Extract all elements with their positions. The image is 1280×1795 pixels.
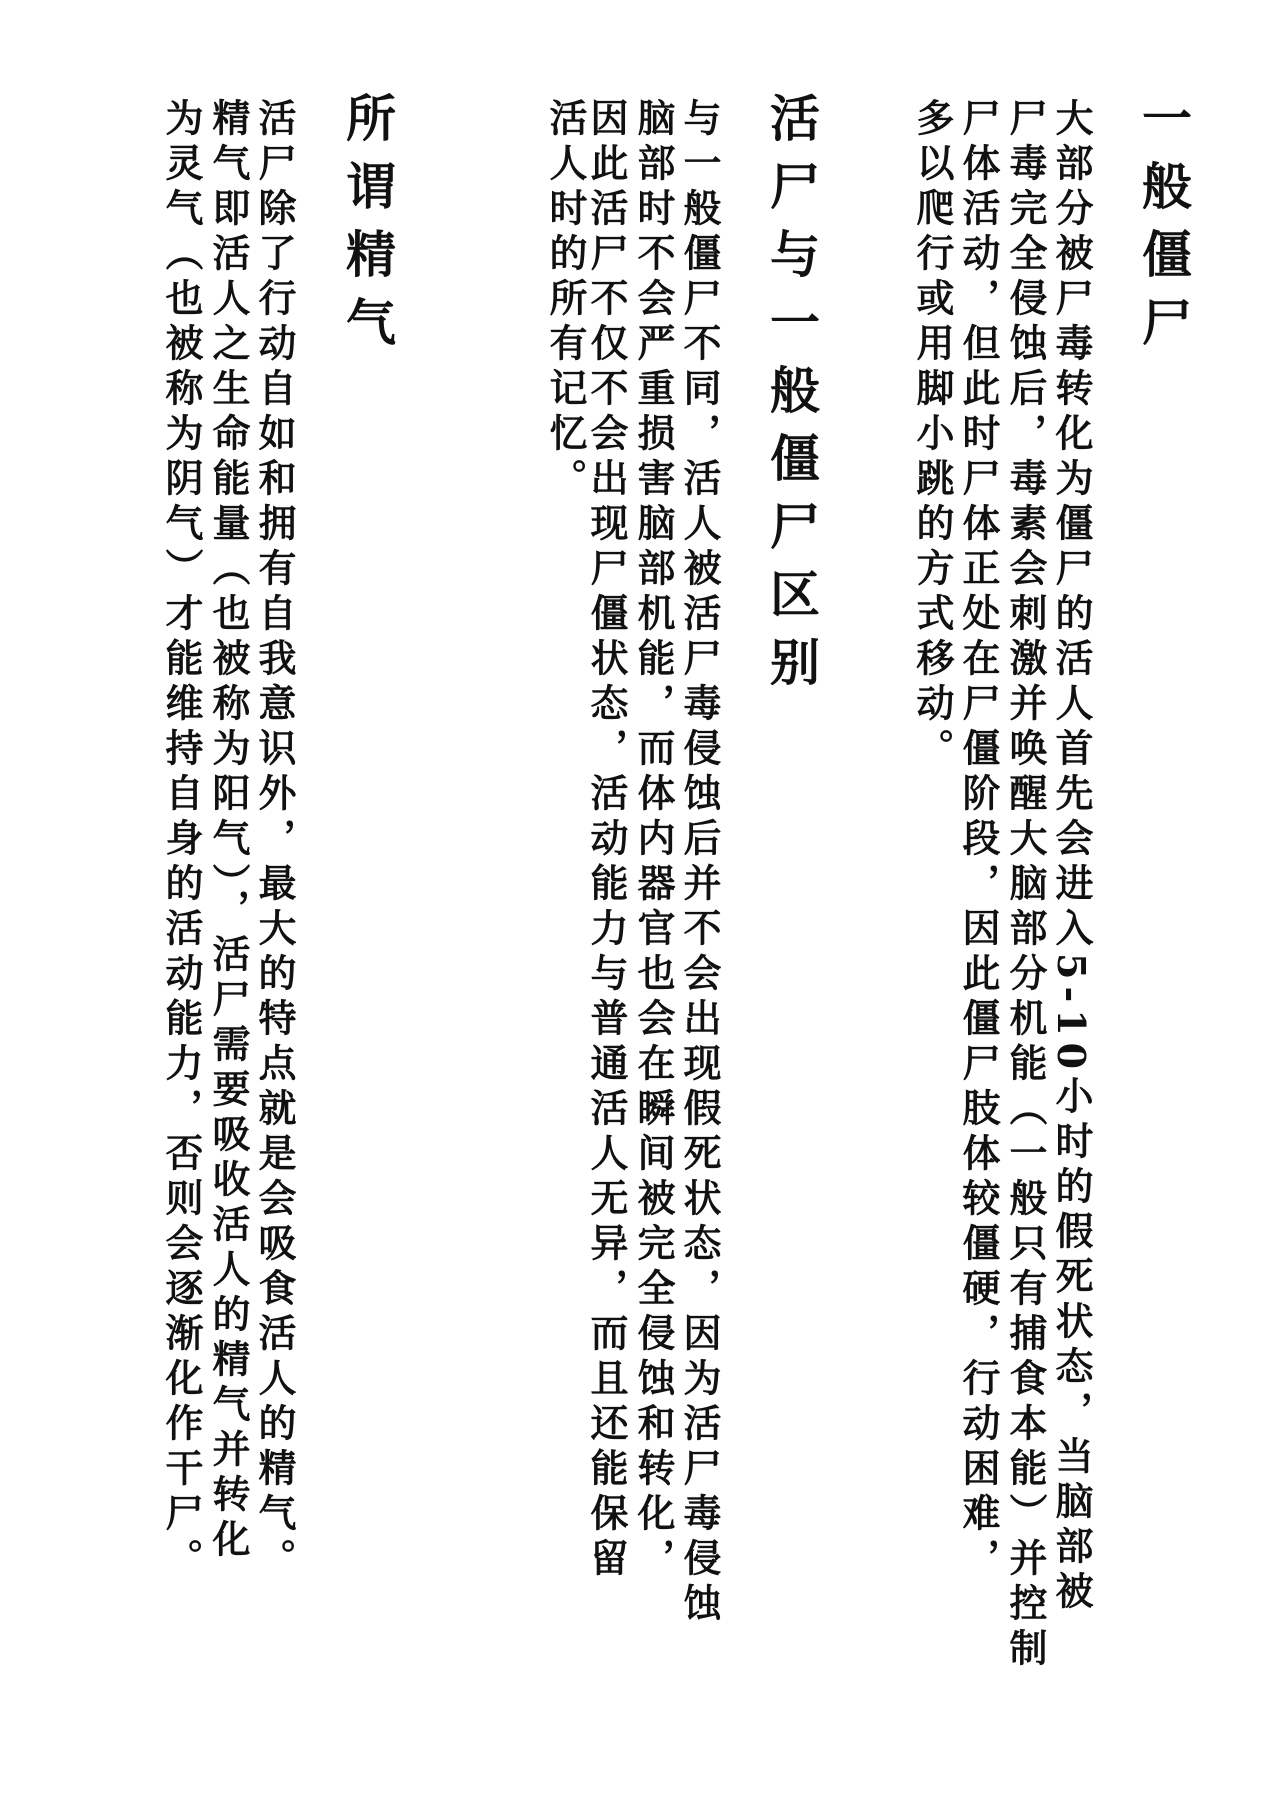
text-column: 精气即活人之生命能量（也被称为阳气），活尸需要吸收活人的精气并转化 — [206, 98, 251, 1564]
text-column: 为灵气（也被称为阴气）才能维持自身的活动能力，否则会逐渐化作干尸。 — [159, 98, 204, 1583]
text-column: 活人时的所有记忆。 — [543, 98, 588, 503]
text-column: 大部分被尸毒转化为僵尸的活人首先会进入5-10小时的假死状态，当脑部被 — [1049, 98, 1094, 1617]
text-column: 活尸除了行动自如和拥有自我意识外，最大的特点就是会吸食活人的精气。 — [252, 98, 297, 1583]
text-column: 多以爬行或用脚小跳的方式移动。 — [910, 98, 955, 773]
text-column: 尸体活动，但此时尸体正处在尸僵阶段，因此僵尸肢体较僵硬，行动困难， — [956, 98, 1001, 1583]
text-column: 脑部时不会严重损害脑部机能，而体内器官也会在瞬间被完全侵蚀和转化， — [631, 98, 676, 1583]
text-column: 尸毒完全侵蚀后，毒素会刺激并唤醒大脑部分机能（一般只有捕食本能）并控制 — [1003, 98, 1048, 1673]
text-column: 与一般僵尸不同，活人被活尸毒侵蚀后并不会出现假死状态，因为活尸毒侵蚀 — [677, 98, 722, 1628]
section-heading: 所谓精气 — [338, 92, 397, 364]
section-heading: 活尸与一般僵尸区别 — [762, 92, 821, 704]
section-heading: 一般僵尸 — [1134, 92, 1193, 364]
text-column: 因此活尸不仅不会出现尸僵状态，活动能力与普通活人无异，而且还能保留 — [584, 98, 629, 1583]
